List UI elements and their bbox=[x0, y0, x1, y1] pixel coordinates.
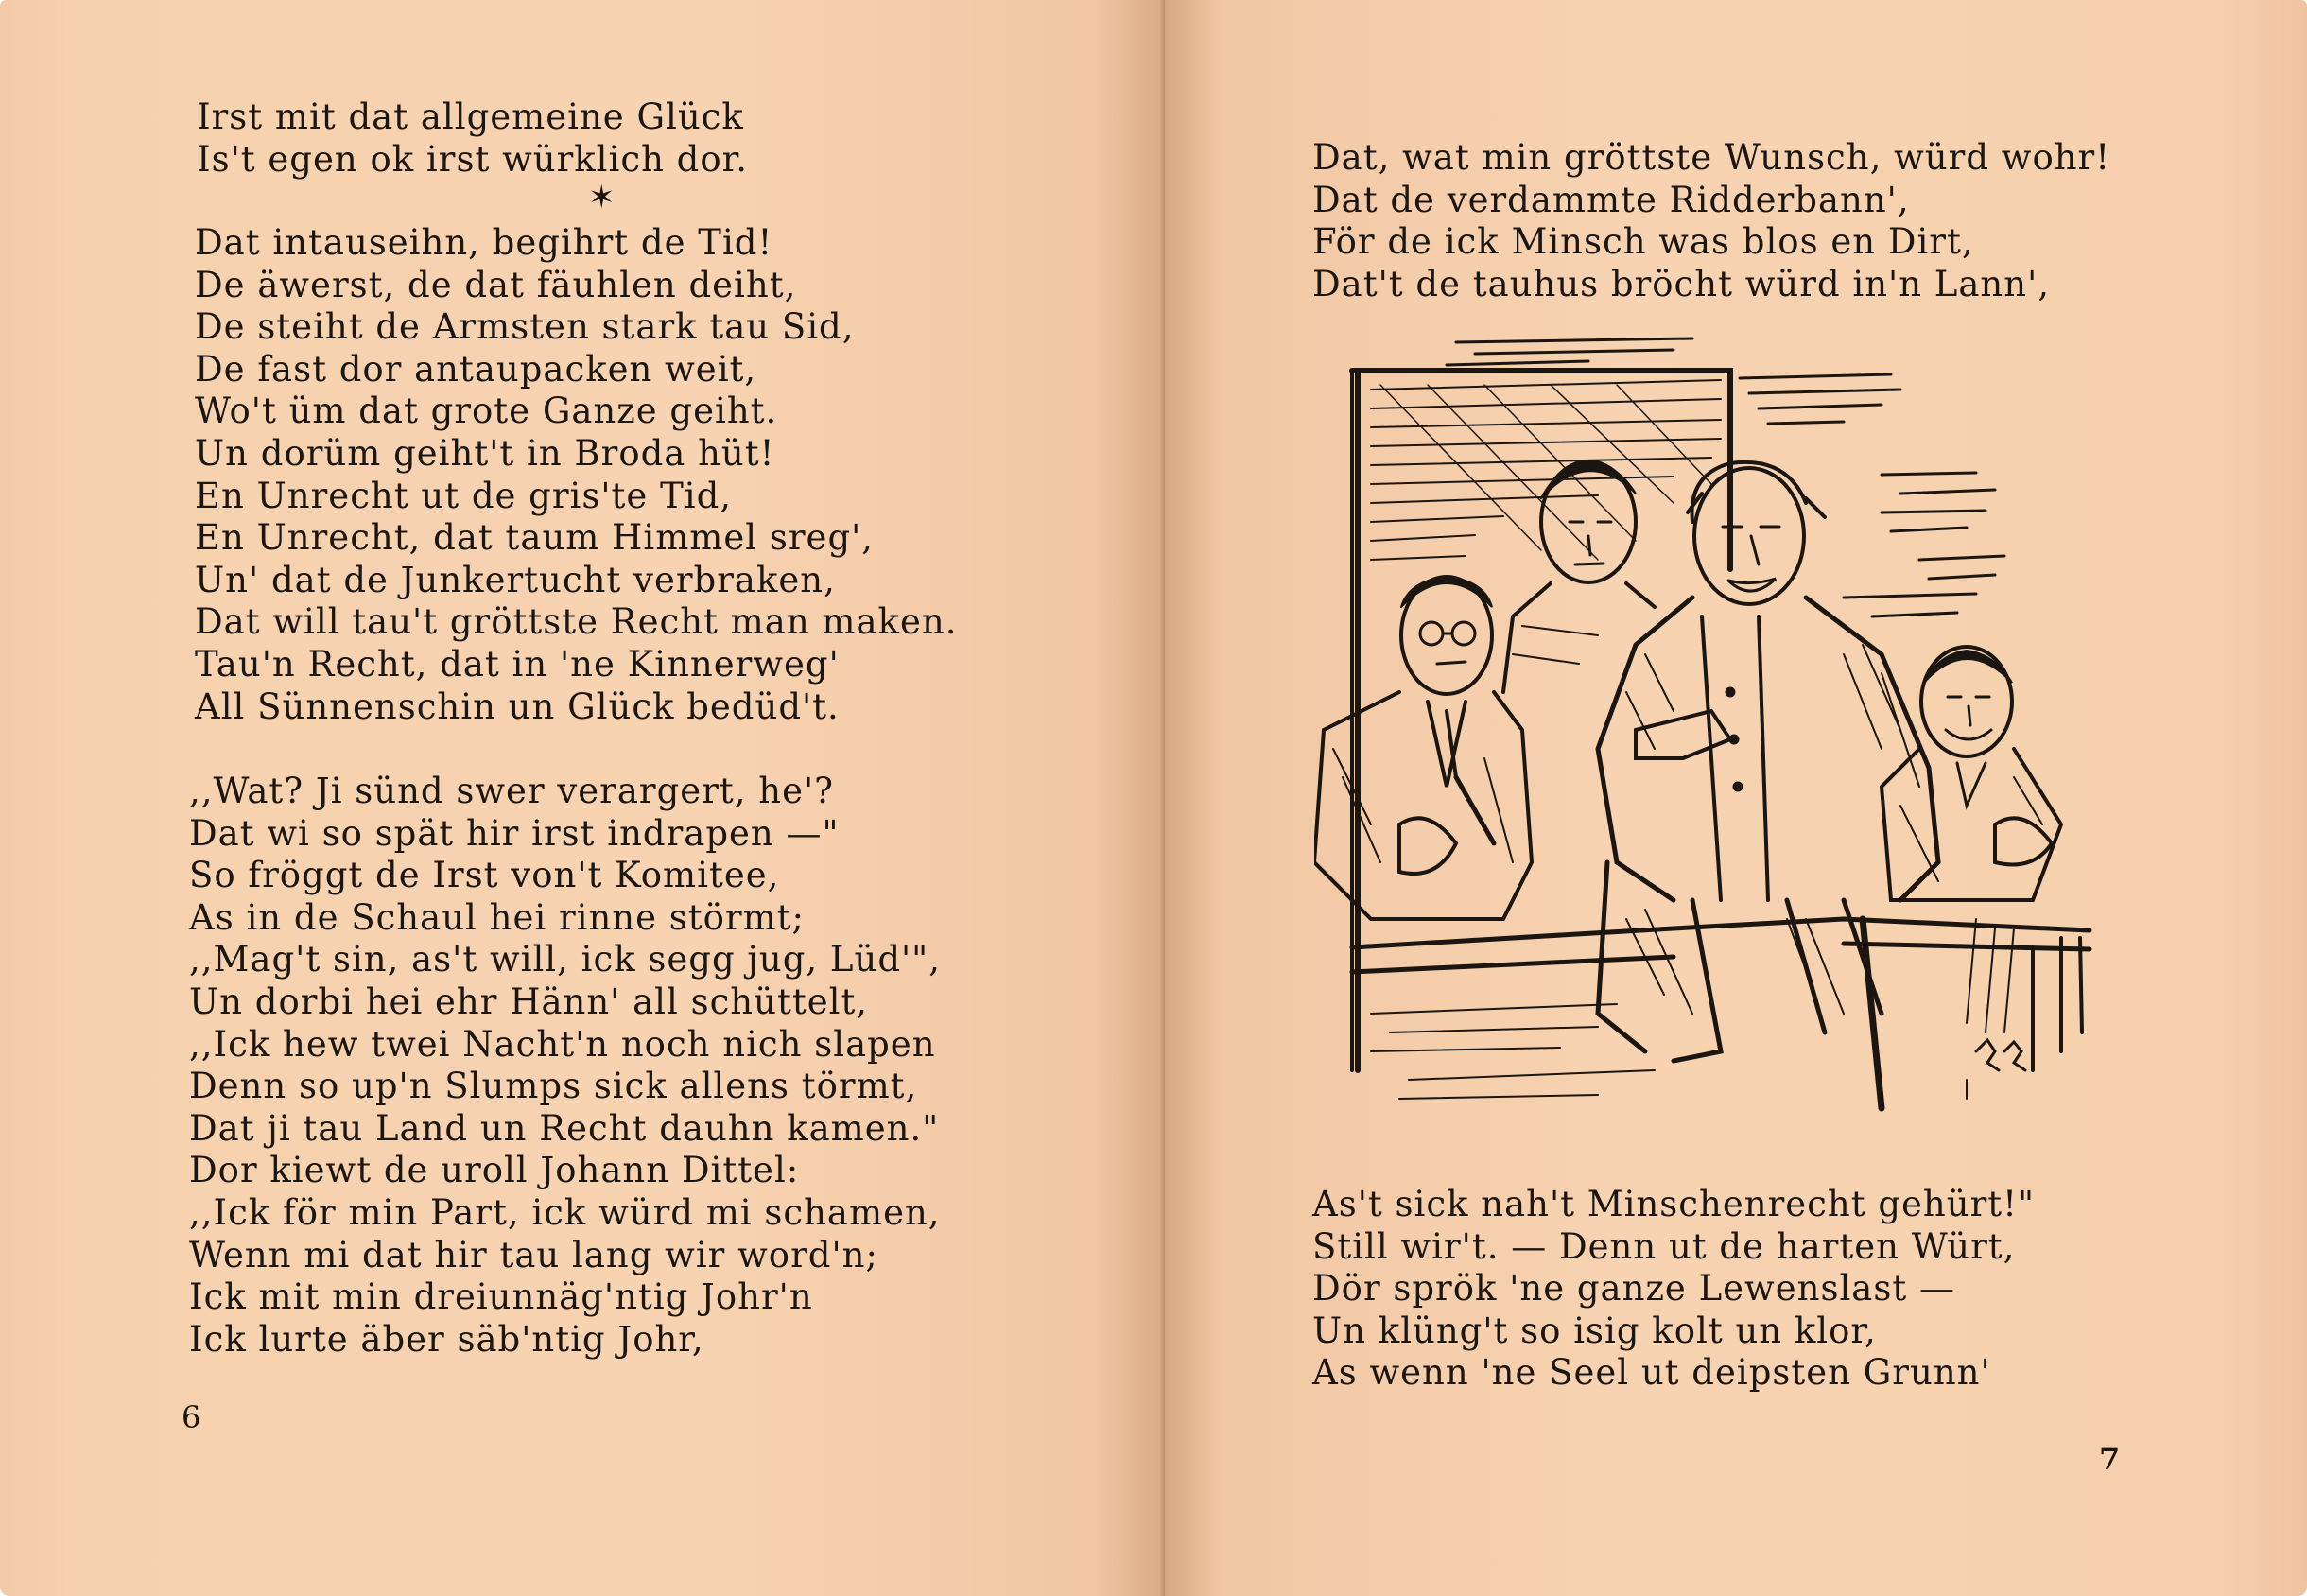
poem-line: Un dorbi hei ehr Hänn' all schüttelt, bbox=[189, 980, 869, 1022]
poem-line: Wo't üm dat grote Ganze geiht. bbox=[195, 390, 778, 432]
poem-line: As't sick nah't Minschenrecht gehürt!" bbox=[1312, 1184, 2036, 1224]
left-stanza-2 bbox=[195, 222, 957, 728]
poem-line: Un dorüm geiht't in Broda hüt! bbox=[195, 432, 775, 474]
poem-line: Dat, wat min gröttste Wunsch, würd wohr! bbox=[1312, 137, 2111, 178]
poem-line: Still wir't. — Denn ut de harten Würt, bbox=[1312, 1225, 2016, 1267]
illustration-three-men-and-old-man-icon bbox=[1314, 333, 2108, 1155]
poem-line: Dat de verdammte Ridderbann', bbox=[1312, 179, 1910, 220]
poem-line: Dor kiewt de uroll Johann Dittel: bbox=[189, 1150, 800, 1191]
poem-line: De fast dor antaupacken weit, bbox=[195, 348, 757, 390]
poem-line: Denn so up'n Slumps sick allens törmt, bbox=[189, 1066, 918, 1107]
left-stanza-3 bbox=[189, 771, 941, 1361]
right-stanza-top bbox=[1312, 137, 2110, 305]
poem-line: En Unrecht ut de gris'te Tid, bbox=[195, 475, 733, 516]
poem-line: Dat intauseihn, begihrt de Tid! bbox=[195, 222, 773, 263]
poem-line: En Unrecht, dat taum Himmel sreg', bbox=[195, 517, 875, 559]
poem-line: Dat ji tau Land un Recht dauhn kamen." bbox=[189, 1107, 940, 1149]
poem-line: Ick lurte äber säb'ntig Johr, bbox=[189, 1318, 704, 1360]
poem-line: ,,Ick för min Part, ick würd mi schamen, bbox=[189, 1191, 941, 1233]
poem-line: Ick mit min dreiunnäg'ntig Johr'n bbox=[189, 1276, 813, 1318]
poem-line: ,,Ick hew twei Nacht'n noch nich slapen bbox=[189, 1023, 936, 1065]
poem-line: Dat wi so spät hir irst indrapen —" bbox=[189, 812, 840, 854]
separator-star: ✶ bbox=[588, 179, 616, 217]
poem-line: De steiht de Armsten stark tau Sid, bbox=[195, 306, 855, 348]
poem-line: ,,Wat? Ji sünd swer verargert, he'? bbox=[189, 771, 835, 811]
poem-line: Irst mit dat allgemeine Glück bbox=[197, 96, 744, 137]
poem-line: Dat will tau't gröttste Recht man maken. bbox=[195, 601, 958, 643]
page-number-left: 6 bbox=[182, 1399, 201, 1435]
poem-line: Is't egen ok irst würklich dor. bbox=[197, 138, 749, 180]
poem-line: So fröggt de Irst von't Komitee, bbox=[189, 855, 780, 896]
poem-line: As in de Schaul hei rinne störmt; bbox=[189, 896, 806, 938]
poem-line: ,,Mag't sin, as't will, ick segg jug, Lüd'", bbox=[189, 939, 941, 980]
poem-line: För de ick Minsch was blos en Dirt, bbox=[1312, 221, 1974, 263]
left-stanza-1 bbox=[197, 96, 748, 181]
poem-line: De äwerst, de dat fäuhlen deiht, bbox=[195, 264, 797, 305]
poem-line: All Sünnenschin un Glück bedüd't. bbox=[195, 685, 840, 727]
poem-line: Wenn mi dat hir tau lang wir word'n; bbox=[189, 1234, 878, 1275]
poem-line: As wenn 'ne Seel ut deipsten Grunn' bbox=[1312, 1352, 1991, 1394]
page-number-right: 7 bbox=[2099, 1441, 2121, 1477]
poem-line: Un' dat de Junkertucht verbraken, bbox=[195, 559, 836, 600]
poem-line: Un klüng't so isig kolt un klor, bbox=[1312, 1310, 1877, 1351]
poem-line: Tau'n Recht, dat in 'ne Kinnerweg' bbox=[195, 643, 840, 685]
poem-line: Dör sprök 'ne ganze Lewenslast — bbox=[1312, 1268, 1955, 1310]
right-stanza-bottom bbox=[1312, 1184, 2035, 1395]
poem-line: Dat't de tauhus bröcht würd in'n Lann', bbox=[1312, 263, 2051, 304]
